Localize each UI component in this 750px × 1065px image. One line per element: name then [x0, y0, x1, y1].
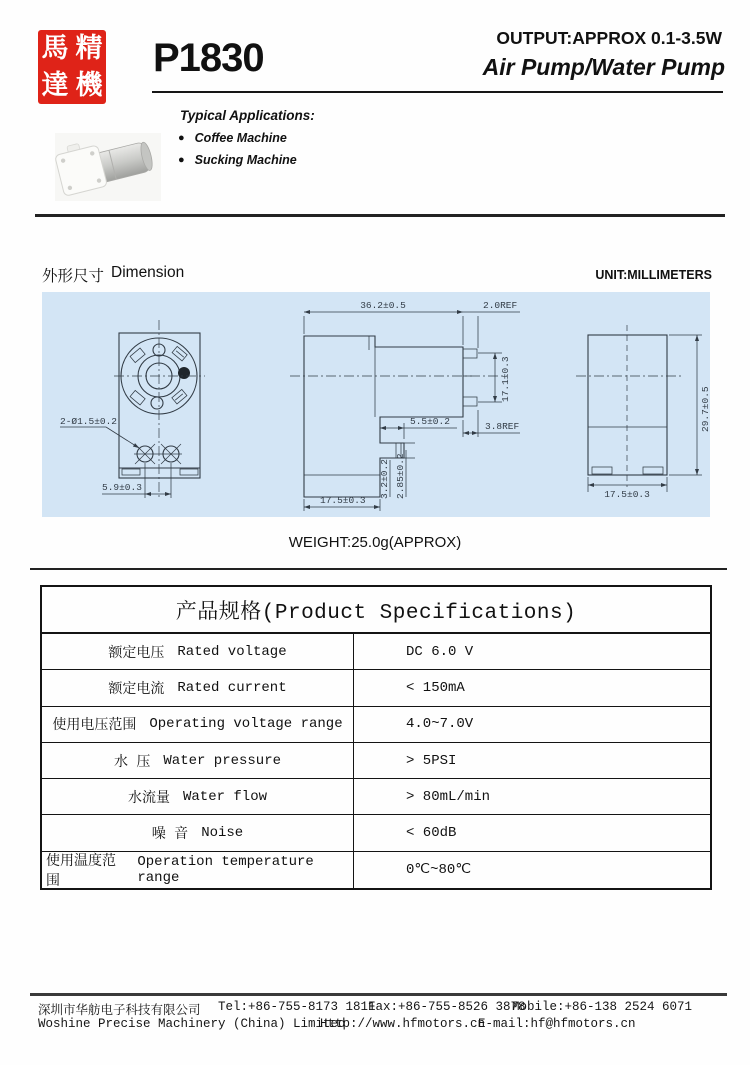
spec-label-en: Water pressure	[163, 752, 282, 769]
spec-row	[42, 707, 710, 743]
product-photo	[53, 131, 163, 203]
spec-label-cn: 使用温度范围	[46, 853, 116, 890]
spec-row	[42, 815, 710, 851]
section-divider	[30, 568, 727, 570]
dim-label-terminal-ref: 3.8REF	[485, 421, 520, 432]
spec-label-cn: 噪 音	[151, 827, 189, 844]
dim-label-hole: 2-Ø1.5±0.2	[60, 416, 118, 427]
weight-label: WEIGHT:25.0g(APPROX)	[288, 534, 462, 551]
spec-value: 4.0~7.0V	[406, 716, 474, 733]
dim-label-overall-width: 36.2±0.5	[360, 300, 406, 311]
application-item	[178, 131, 287, 145]
product-type-title: Air Pump/Water Pump	[482, 54, 725, 80]
tel-label: Tel:+86-755-8173 1811	[218, 1000, 376, 1014]
spec-row	[42, 670, 710, 706]
spec-row	[42, 779, 710, 815]
spec-label-en: Operation temperature range	[137, 853, 314, 886]
unit-label: UNIT:MILLIMETERS	[595, 268, 712, 282]
spec-table	[40, 585, 712, 890]
spec-label-en: Noise	[201, 825, 244, 842]
spec-table-title: 产品规格(Product Specifications)	[42, 587, 710, 634]
spec-value: > 80mL/min	[406, 788, 491, 805]
section-divider	[35, 214, 725, 217]
spec-value: 0℃~80℃	[406, 862, 472, 879]
spec-value: DC 6.0 V	[406, 643, 474, 660]
dim-label-rear-height: 29.7±0.5	[700, 386, 710, 432]
dimension-title-en: Dimension	[111, 264, 185, 281]
spec-label	[42, 670, 354, 705]
spec-label	[42, 743, 354, 778]
spec-value: < 60dB	[406, 825, 457, 842]
dim-label-shaft-ref: 2.0REF	[483, 300, 518, 311]
company-seal	[38, 30, 106, 104]
dim-label-rear-width: 17.5±0.3	[604, 489, 650, 500]
dimension-drawings	[42, 292, 710, 517]
mobile-label: Mobile:+86-138 2524 6071	[512, 1000, 693, 1014]
seal-character: 馬	[41, 33, 69, 63]
bullet-icon: ●	[178, 131, 185, 144]
rear-view-drawing	[576, 325, 710, 500]
side-view-drawing	[290, 300, 520, 511]
spec-label-cn: 使用电压范围	[52, 718, 137, 735]
footer-rule	[30, 993, 727, 996]
output-rating: OUTPUT:APPROX 0.1-3.5W	[496, 28, 722, 48]
spec-label-cn: 额定电流	[108, 681, 165, 698]
dim-label-terminal-pitch: 17.1±0.3	[500, 356, 511, 402]
email-label: E-mail:hf@hfmotors.cn	[478, 1017, 636, 1031]
spec-label	[42, 815, 354, 850]
dim-label-nozzle-id: 2.85±0.2	[395, 453, 406, 499]
dim-label-nozzle-length: 5.5±0.2	[410, 416, 450, 427]
application-label: Sucking Machine	[194, 153, 297, 167]
application-item	[178, 153, 297, 167]
spec-label-en: Rated current	[177, 679, 287, 696]
spec-label-en: Water flow	[182, 788, 267, 805]
spec-label-en: Rated voltage	[177, 643, 287, 660]
spec-label	[42, 779, 354, 814]
bullet-icon: ●	[178, 153, 185, 166]
spec-label	[42, 634, 354, 669]
front-view-drawing	[60, 320, 205, 498]
dim-label-base-width: 17.5±0.3	[320, 495, 366, 506]
dim-label-nozzle-od: 3.2±0.2	[379, 459, 390, 499]
dimension-title	[42, 264, 184, 286]
spec-row	[42, 852, 710, 888]
spec-label-en: Operating voltage range	[149, 716, 343, 733]
application-label: Coffee Machine	[194, 131, 287, 145]
spec-label	[42, 852, 354, 888]
header-rule	[152, 91, 723, 93]
spec-label-cn: 额定电压	[108, 645, 165, 662]
fax-label: Fax:+86-755-8526 3878	[368, 1000, 526, 1014]
seal-character: 達	[41, 70, 69, 100]
spec-label-cn: 水流量	[127, 790, 170, 807]
seal-character: 精	[75, 33, 103, 63]
spec-label	[42, 707, 354, 742]
spec-row	[42, 743, 710, 779]
applications-title: Typical Applications:	[180, 108, 315, 123]
dim-label-hole-pitch: 5.9±0.3	[102, 482, 142, 493]
drawing-panel	[42, 292, 710, 517]
company-name-cn: 深圳市华舫电子科技有限公司	[38, 1004, 201, 1018]
dimension-title-cn: 外形尺寸	[42, 268, 105, 285]
model-title: P1830	[153, 36, 264, 80]
spec-label-cn: 水 压	[113, 754, 151, 771]
company-name-en: Woshine Precise Machinery (China) Limited	[38, 1017, 346, 1031]
spec-value: > 5PSI	[406, 752, 457, 769]
website-label: Http://www.hfmotors.cn	[320, 1017, 486, 1031]
seal-character: 機	[75, 70, 103, 100]
spec-row	[42, 634, 710, 670]
spec-value: < 150mA	[406, 679, 465, 696]
